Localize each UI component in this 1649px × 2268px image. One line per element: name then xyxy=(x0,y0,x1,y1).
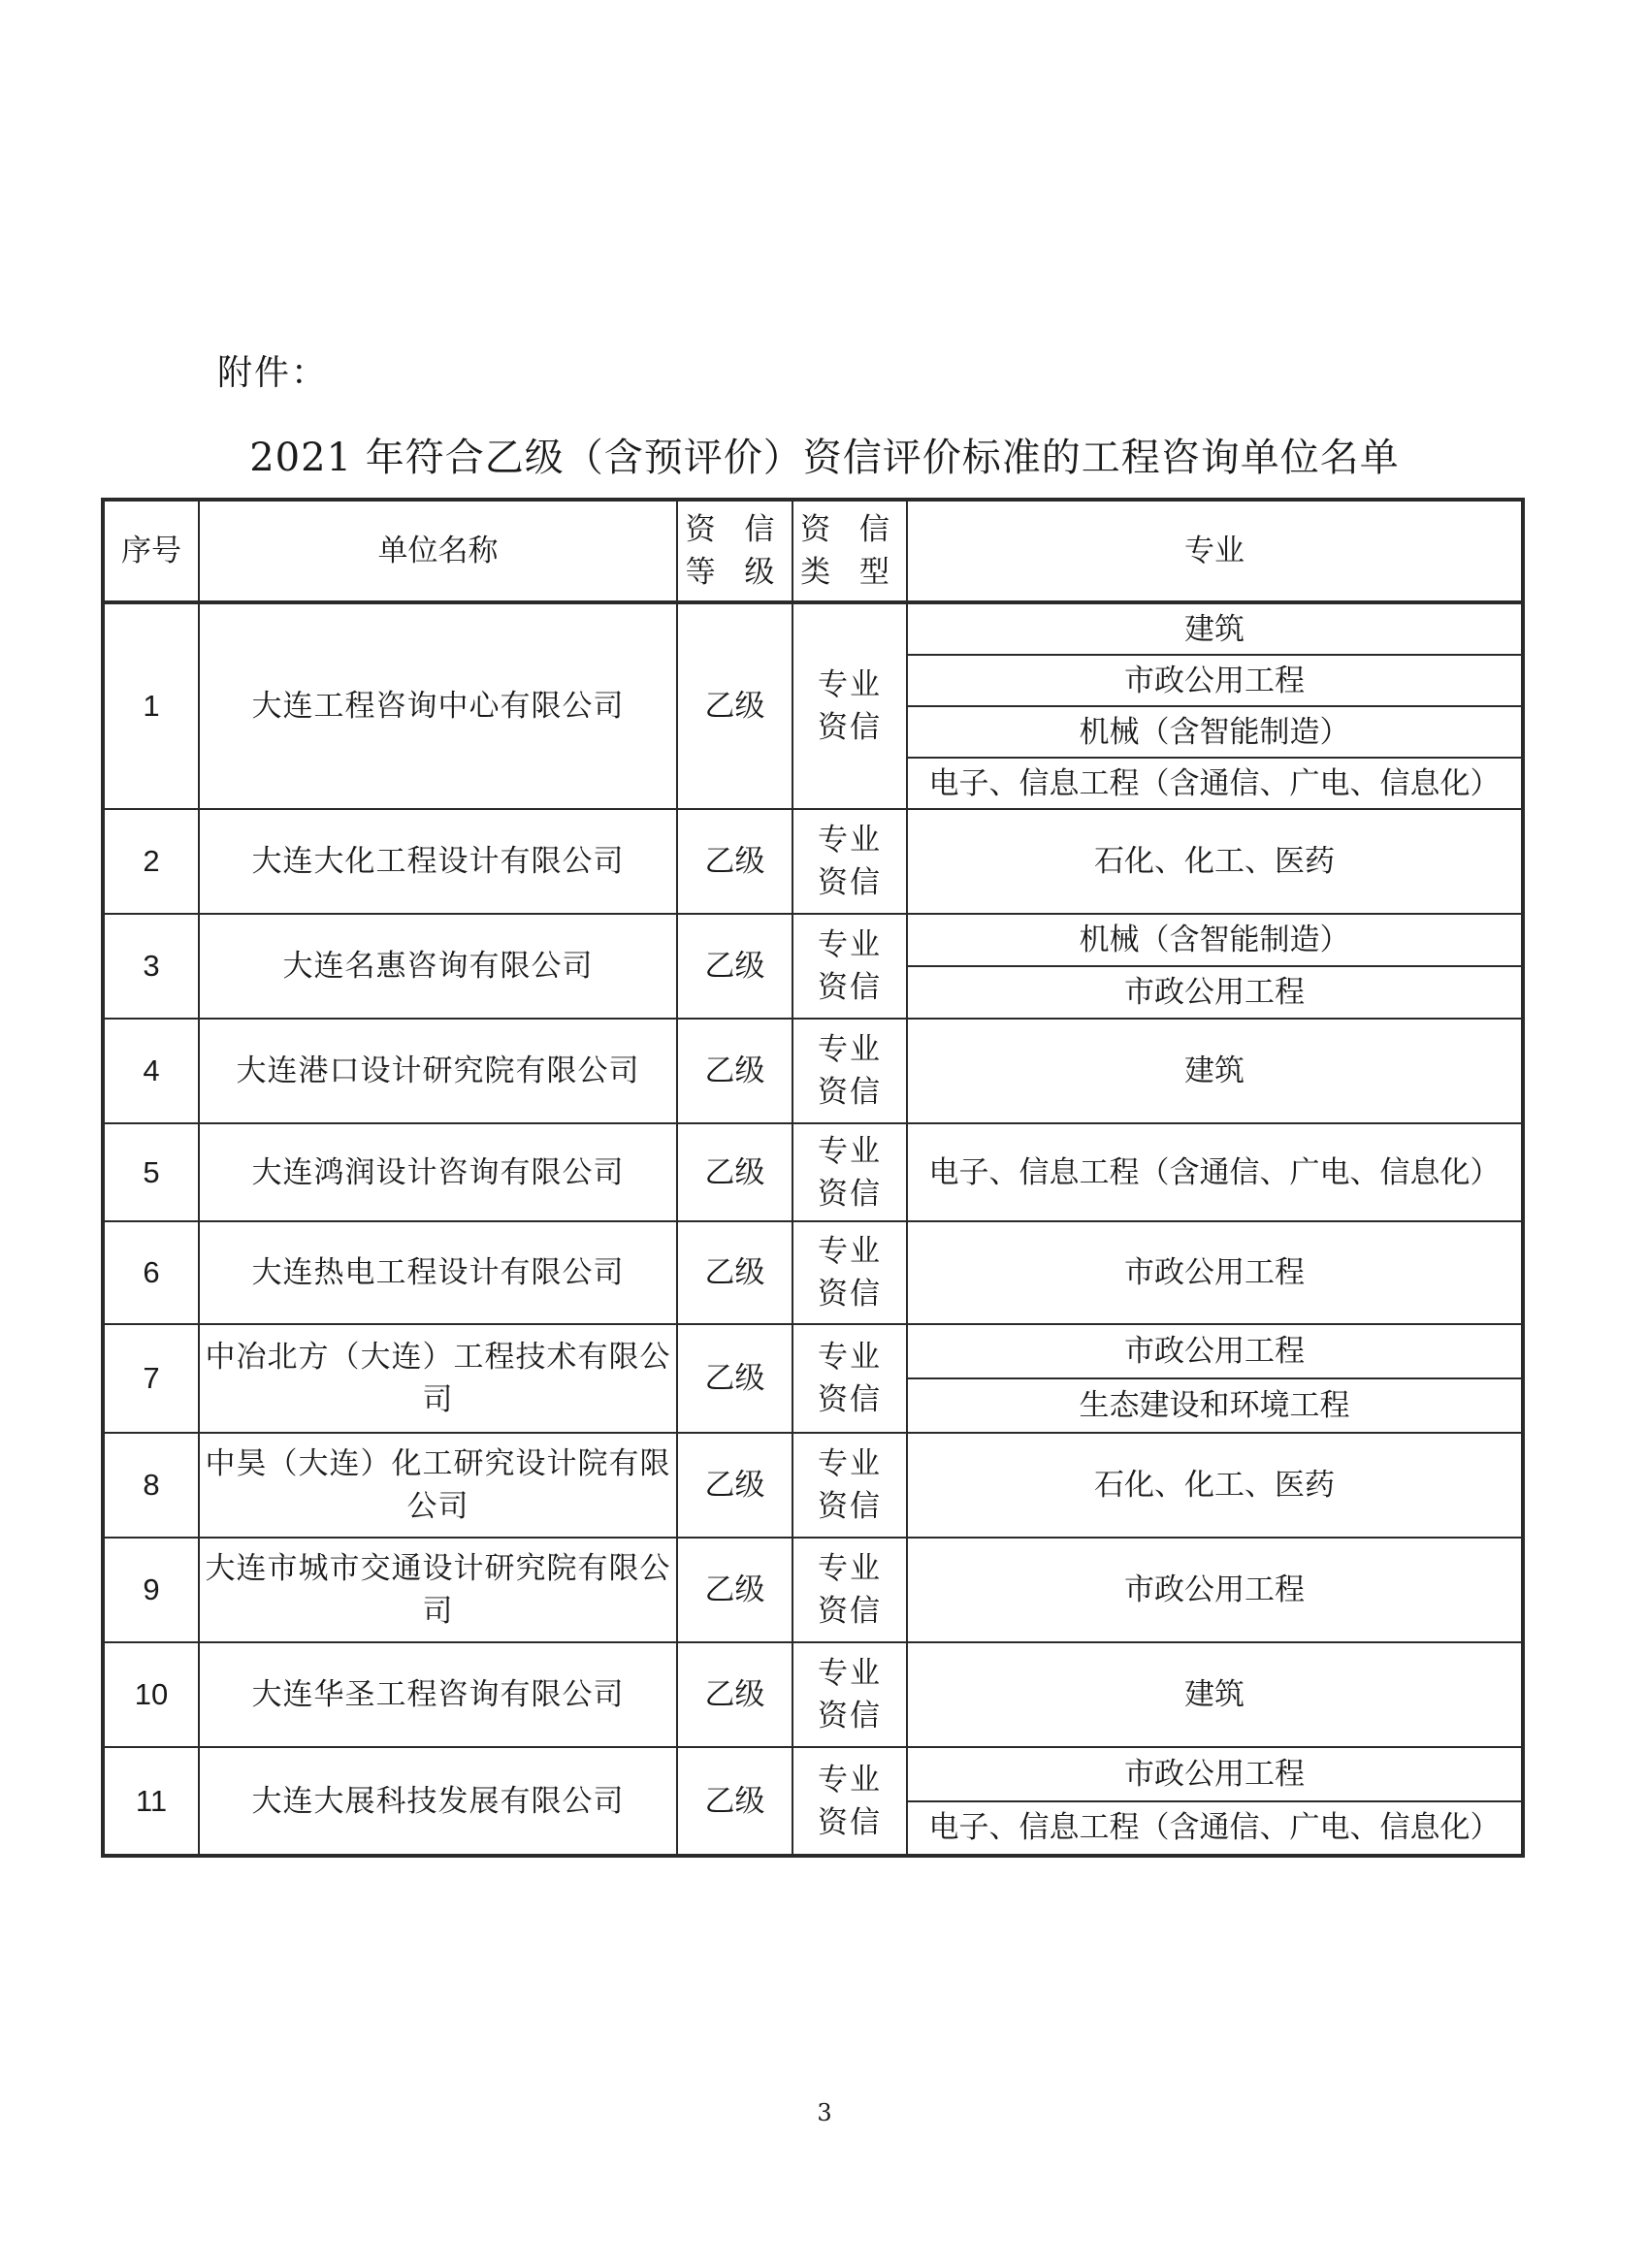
table-row xyxy=(103,1019,1523,1123)
table-row xyxy=(103,1538,1523,1642)
specialty-cell xyxy=(907,1324,1523,1433)
specialty-item: 市政公用工程 xyxy=(908,654,1521,705)
credit-type-line2: 资信 xyxy=(818,970,882,1005)
credit-type-line1: 专业 xyxy=(818,927,882,962)
specialty-item: 机械（含智能制造） xyxy=(1079,923,1350,957)
specialty-cell xyxy=(907,1538,1523,1642)
header-type-line1: 资 信 xyxy=(800,512,899,547)
credit-grade: 乙级 xyxy=(677,1433,792,1538)
row-number: 3 xyxy=(103,914,199,1019)
unit-name: 大连鸿润设计咨询有限公司 xyxy=(199,1123,677,1221)
row-number: 2 xyxy=(103,809,199,914)
specialty-cell xyxy=(907,809,1523,914)
credit-grade: 乙级 xyxy=(677,1747,792,1856)
credit-type-line1: 专业 xyxy=(818,1762,882,1798)
credit-grade: 乙级 xyxy=(677,1221,792,1324)
credit-type xyxy=(792,809,907,914)
unit-name: 大连大展科技发展有限公司 xyxy=(199,1747,677,1856)
header-no: 序号 xyxy=(103,500,199,602)
row-number: 6 xyxy=(103,1221,199,1324)
credit-type xyxy=(792,1538,907,1642)
specialty-item: 建筑 xyxy=(1184,1053,1245,1088)
unit-list-table xyxy=(101,498,1525,1858)
specialty-item: 市政公用工程 xyxy=(1124,1756,1305,1792)
specialty-cell xyxy=(907,1221,1523,1324)
header-grade-line2: 等 级 xyxy=(685,555,785,590)
credit-type-line2: 资信 xyxy=(818,710,882,745)
table-row xyxy=(103,1747,1523,1856)
credit-type xyxy=(792,1324,907,1433)
unit-name: 大连工程咨询中心有限公司 xyxy=(199,602,677,809)
header-grade xyxy=(677,500,792,602)
credit-type-line2: 资信 xyxy=(818,1176,882,1212)
unit-name: 大连名惠咨询有限公司 xyxy=(199,914,677,1019)
specialty-item: 生态建设和环境工程 xyxy=(908,1377,1521,1432)
header-specialty: 专业 xyxy=(907,500,1523,602)
unit-name: 大连港口设计研究院有限公司 xyxy=(199,1019,677,1123)
specialty-item: 电子、信息工程（含通信、广电、信息化） xyxy=(908,757,1521,808)
specialty-item: 石化、化工、医药 xyxy=(1094,844,1335,879)
specialty-item: 市政公用工程 xyxy=(1124,1255,1305,1290)
specialty-item: 电子、信息工程（含通信、广电、信息化） xyxy=(908,1800,1521,1855)
credit-type-line1: 专业 xyxy=(818,1133,882,1169)
credit-type-line2: 资信 xyxy=(818,1382,882,1417)
row-number: 8 xyxy=(103,1433,199,1538)
credit-type-line1: 专业 xyxy=(818,667,882,702)
credit-type xyxy=(792,1642,907,1747)
unit-name: 中冶北方（大连）工程技术有限公司 xyxy=(199,1324,677,1433)
table-row xyxy=(103,1123,1523,1221)
credit-type xyxy=(792,1019,907,1123)
unit-name: 大连大化工程设计有限公司 xyxy=(199,809,677,914)
credit-grade: 乙级 xyxy=(677,1642,792,1747)
header-grade-line1: 资 信 xyxy=(685,512,785,547)
table-header-row xyxy=(103,500,1523,602)
specialty-item: 市政公用工程 xyxy=(1124,1572,1305,1607)
credit-type xyxy=(792,1123,907,1221)
credit-type xyxy=(792,1747,907,1856)
credit-type xyxy=(792,1433,907,1538)
table-row xyxy=(103,809,1523,914)
credit-grade: 乙级 xyxy=(677,602,792,809)
table-row xyxy=(103,1433,1523,1538)
table-row xyxy=(103,1324,1523,1433)
credit-type-line1: 专业 xyxy=(818,1551,882,1586)
row-number: 10 xyxy=(103,1642,199,1747)
specialty-item: 建筑 xyxy=(1184,611,1245,647)
credit-type xyxy=(792,602,907,809)
credit-grade: 乙级 xyxy=(677,809,792,914)
credit-grade: 乙级 xyxy=(677,1538,792,1642)
header-name: 单位名称 xyxy=(199,500,677,602)
row-number: 4 xyxy=(103,1019,199,1123)
attachment-label: 附件： xyxy=(217,353,329,393)
unit-name: 大连市城市交通设计研究院有限公司 xyxy=(199,1538,677,1642)
specialty-item: 石化、化工、医药 xyxy=(1094,1468,1335,1503)
credit-type xyxy=(792,914,907,1019)
table-row xyxy=(103,602,1523,809)
credit-type-line1: 专业 xyxy=(818,1656,882,1691)
specialty-item: 机械（含智能制造） xyxy=(908,705,1521,757)
document-title: 2021 年符合乙级（含预评价）资信评价标准的工程咨询单位名单 xyxy=(249,436,1400,480)
specialty-cell xyxy=(907,1433,1523,1538)
credit-type-line1: 专业 xyxy=(818,823,882,858)
page-number: 3 xyxy=(817,2099,832,2126)
credit-grade: 乙级 xyxy=(677,1019,792,1123)
specialty-item: 建筑 xyxy=(1184,1677,1245,1712)
credit-type-line2: 资信 xyxy=(818,865,882,900)
credit-type-line2: 资信 xyxy=(818,1277,882,1312)
specialty-item: 电子、信息工程（含通信、广电、信息化） xyxy=(928,1154,1501,1190)
credit-type-line1: 专业 xyxy=(818,1340,882,1375)
credit-type-line1: 专业 xyxy=(818,1032,882,1067)
credit-grade: 乙级 xyxy=(677,914,792,1019)
unit-name: 大连热电工程设计有限公司 xyxy=(199,1221,677,1324)
table-row xyxy=(103,1221,1523,1324)
header-type xyxy=(792,500,907,602)
header-type-line2: 类 型 xyxy=(800,555,899,590)
row-number: 5 xyxy=(103,1123,199,1221)
row-number: 1 xyxy=(103,602,199,809)
specialty-cell xyxy=(907,1642,1523,1747)
specialty-cell xyxy=(907,1019,1523,1123)
credit-grade: 乙级 xyxy=(677,1324,792,1433)
credit-type-line2: 资信 xyxy=(818,1699,882,1733)
credit-type-line2: 资信 xyxy=(818,1594,882,1629)
credit-type-line2: 资信 xyxy=(818,1075,882,1110)
credit-type-line2: 资信 xyxy=(818,1804,882,1840)
specialty-item: 市政公用工程 xyxy=(908,965,1521,1018)
table-row xyxy=(103,1642,1523,1747)
credit-type-line1: 专业 xyxy=(818,1446,882,1481)
unit-name: 大连华圣工程咨询有限公司 xyxy=(199,1642,677,1747)
table-row xyxy=(103,914,1523,1019)
specialty-cell xyxy=(907,914,1523,1019)
table-body xyxy=(103,602,1523,1856)
row-number: 9 xyxy=(103,1538,199,1642)
row-number: 11 xyxy=(103,1747,199,1856)
specialty-cell xyxy=(907,602,1523,809)
credit-type-line1: 专业 xyxy=(818,1234,882,1269)
unit-name: 中昊（大连）化工研究设计院有限公司 xyxy=(199,1433,677,1538)
credit-grade: 乙级 xyxy=(677,1123,792,1221)
credit-type-line2: 资信 xyxy=(818,1489,882,1524)
specialty-item: 市政公用工程 xyxy=(1124,1334,1305,1369)
specialty-cell xyxy=(907,1123,1523,1221)
specialty-cell xyxy=(907,1747,1523,1856)
credit-type xyxy=(792,1221,907,1324)
row-number: 7 xyxy=(103,1324,199,1433)
